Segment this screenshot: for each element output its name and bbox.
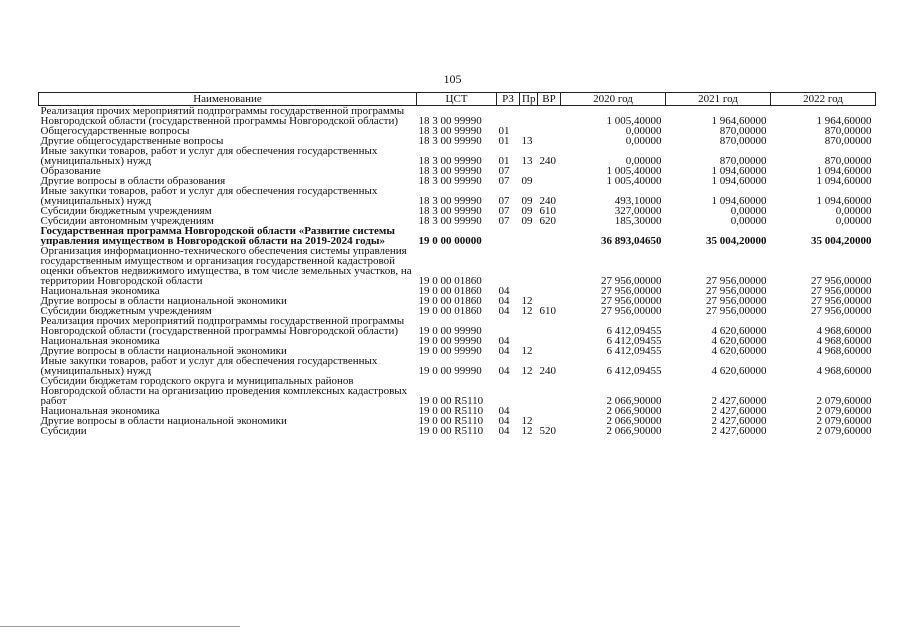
row-2021: 2 427,60000 [711, 416, 767, 426]
table-row [39, 376, 876, 406]
header-vr: ВР [538, 93, 561, 106]
row-2021: 2 427,60000 [711, 426, 767, 436]
row-2022: 4 968,60000 [816, 336, 872, 346]
row-2021: 870,00000 [719, 136, 767, 146]
row-name: Иные закупки товаров, работ и услуг для обеспечения государственных (муниципальных) нужд [40, 186, 378, 206]
row-cst: 18 3 00 99990 [418, 206, 482, 216]
row-rz: 04 [498, 346, 510, 356]
row-2022: 2 079,60000 [816, 406, 872, 416]
table-row [39, 106, 876, 127]
table-row [39, 246, 876, 286]
row-2022: 0,00000 [835, 206, 872, 216]
row-cst: 19 0 00 01860 [418, 286, 482, 296]
row-name: Другие вопросы в области национальной экономики [40, 346, 287, 356]
row-2020: 2 066,90000 [606, 426, 662, 436]
row-2022: 0,00000 [835, 216, 872, 226]
budget-table [38, 92, 876, 436]
row-pr: 12 [521, 416, 533, 426]
row-name: Национальная экономика [40, 336, 160, 346]
row-2020: 327,00000 [614, 206, 662, 216]
row-cst: 19 0 00 00000 [418, 235, 482, 246]
row-2020: 2 066,90000 [606, 395, 662, 406]
row-cst: 18 3 00 99990 [418, 155, 482, 166]
row-pr: 12 [521, 306, 533, 316]
row-name: Другие вопросы в области образования [40, 176, 226, 186]
row-rz [497, 316, 520, 336]
row-2021: 1 964,60000 [711, 115, 767, 126]
row-rz [497, 246, 520, 286]
row-pr: 12 [521, 365, 533, 376]
row-2021: 27 956,00000 [706, 275, 767, 286]
row-rz: 04 [498, 306, 510, 316]
table-row [39, 336, 876, 346]
row-rz: 01 [498, 126, 510, 136]
row-2020: 27 956,00000 [601, 275, 662, 286]
row-pr [520, 246, 538, 286]
table-row [39, 176, 876, 186]
row-cst: 19 0 00 99990 [418, 365, 482, 376]
row-rz: 07 [498, 176, 510, 186]
row-vr: 520 [539, 426, 556, 436]
row-cst: 18 3 00 99990 [418, 166, 482, 176]
row-2022: 1 964,60000 [816, 115, 872, 126]
row-rz: 01 [498, 136, 510, 146]
row-name: Общегосударственные вопросы [40, 126, 190, 136]
row-vr [538, 286, 561, 296]
table-row [39, 216, 876, 226]
row-pr [520, 166, 538, 176]
row-pr [520, 226, 538, 246]
row-2020: 493,10000 [614, 195, 662, 206]
row-2020: 185,30000 [614, 216, 662, 226]
row-cst: 18 3 00 99990 [418, 115, 482, 126]
table-row [39, 316, 876, 336]
row-2021: 1 094,60000 [711, 176, 767, 186]
row-2022: 2 079,60000 [816, 395, 872, 406]
row-cst: 19 0 00 R5110 [418, 426, 484, 436]
row-2020: 1 005,40000 [606, 115, 662, 126]
row-rz: 04 [498, 426, 510, 436]
table-row [39, 306, 876, 316]
row-name: Реализация прочих мероприятий подпрограммы государственной программы Новгородской области (государственной программы Новгородской области) [40, 316, 405, 336]
row-2020: 27 956,00000 [601, 306, 662, 316]
header-pr: Пр [520, 93, 538, 106]
row-name: Образование [40, 166, 101, 176]
row-2022: 870,00000 [824, 126, 872, 136]
table-body [39, 106, 876, 437]
row-name: Организация информационно-технического обеспечения системы управления государственным имуществом и организация государственной кадастровой оценки объектов недвижимого имущества, в том числе земельных участков, на территории Новгородской области [40, 246, 412, 286]
row-vr [538, 136, 561, 146]
row-name: Субсидии бюджетным учреждениям [40, 206, 212, 216]
row-vr: 610 [539, 306, 556, 316]
row-2021: 4 620,60000 [711, 336, 767, 346]
row-vr [538, 176, 561, 186]
table-row [39, 126, 876, 136]
table-row [39, 346, 876, 356]
row-vr: 240 [539, 365, 556, 376]
table-row [39, 406, 876, 416]
row-vr [538, 296, 561, 306]
row-cst: 18 3 00 99990 [418, 216, 482, 226]
row-2020: 6 412,09455 [606, 346, 662, 356]
row-name: Субсидии автономным учреждениям [40, 216, 214, 226]
row-vr [538, 316, 561, 336]
row-vr [538, 346, 561, 356]
row-vr [538, 166, 561, 176]
row-pr: 09 [521, 176, 533, 186]
row-vr [538, 336, 561, 346]
row-2021: 4 620,60000 [711, 346, 767, 356]
row-vr [538, 246, 561, 286]
row-name: Иные закупки товаров, работ и услуг для обеспечения государственных (муниципальных) нужд [40, 356, 378, 376]
row-pr [520, 286, 538, 296]
table-row [39, 426, 876, 436]
row-name: Субсидии бюджетам городского округа и муниципальных районов Новгородской области на организацию проведения комплексных кадастровых работ [40, 376, 408, 406]
row-pr [520, 126, 538, 136]
row-cst: 19 0 00 99990 [418, 346, 482, 356]
row-name: Другие общегосударственные вопросы [40, 136, 224, 146]
row-2021: 870,00000 [719, 126, 767, 136]
row-pr: 12 [521, 296, 533, 306]
row-rz: 07 [498, 206, 510, 216]
row-2022: 4 968,60000 [816, 325, 872, 336]
row-name: Субсидии бюджетным учреждениям [40, 306, 212, 316]
row-rz [497, 226, 520, 246]
row-cst: 19 0 00 99990 [418, 325, 482, 336]
row-pr [520, 376, 538, 406]
row-vr [538, 406, 561, 416]
row-2021: 0,00000 [730, 206, 767, 216]
table-row [39, 286, 876, 296]
row-rz [497, 376, 520, 406]
row-2022: 35 004,20000 [811, 235, 872, 246]
row-2022: 870,00000 [824, 136, 872, 146]
row-cst: 18 3 00 99990 [418, 136, 482, 146]
row-rz: 04 [498, 296, 510, 306]
row-pr [520, 406, 538, 416]
row-2022: 4 968,60000 [816, 346, 872, 356]
row-2020: 36 893,04650 [601, 235, 662, 246]
row-cst: 19 0 00 R5110 [418, 416, 484, 426]
row-pr: 13 [521, 155, 533, 166]
row-rz: 07 [498, 216, 510, 226]
row-cst: 19 0 00 01860 [418, 275, 482, 286]
table-row [39, 186, 876, 206]
row-2022: 2 079,60000 [816, 416, 872, 426]
row-2020: 27 956,00000 [601, 286, 662, 296]
row-rz: 01 [498, 155, 510, 166]
row-pr: 09 [521, 216, 533, 226]
header-rz: РЗ [497, 93, 520, 106]
row-2022: 4 968,60000 [816, 365, 872, 376]
row-2020: 0,00000 [625, 155, 662, 166]
row-2021: 2 427,60000 [711, 395, 767, 406]
row-pr: 13 [521, 136, 533, 146]
table-row [39, 226, 876, 246]
row-2020: 0,00000 [625, 126, 662, 136]
row-2021: 870,00000 [719, 155, 767, 166]
header-2022: 2022 год [771, 93, 876, 106]
row-name: Национальная экономика [40, 286, 160, 296]
row-2022: 2 079,60000 [816, 426, 872, 436]
table-row [39, 206, 876, 216]
row-name: Иные закупки товаров, работ и услуг для обеспечения государственных (муниципальных) нужд [40, 146, 378, 166]
row-2021: 27 956,00000 [706, 296, 767, 306]
row-vr: 620 [539, 216, 556, 226]
row-2020: 1 005,40000 [606, 166, 662, 176]
row-cst: 18 3 00 99990 [418, 195, 482, 206]
row-2020: 0,00000 [625, 136, 662, 146]
row-2022: 27 956,00000 [811, 286, 872, 296]
row-2021: 4 620,60000 [711, 325, 767, 336]
table-row [39, 356, 876, 376]
row-cst: 19 0 00 R5110 [418, 395, 484, 406]
row-pr [520, 316, 538, 336]
row-name: Другие вопросы в области национальной экономики [40, 296, 287, 306]
row-cst: 18 3 00 99990 [418, 176, 482, 186]
row-pr: 09 [521, 195, 533, 206]
row-vr [538, 126, 561, 136]
header-2021: 2021 год [666, 93, 771, 106]
row-vr [538, 416, 561, 426]
table-row [39, 136, 876, 146]
row-2021: 27 956,00000 [706, 306, 767, 316]
row-pr [520, 336, 538, 346]
header-cst: ЦСТ [417, 93, 497, 106]
row-2021: 35 004,20000 [706, 235, 767, 246]
row-cst: 19 0 00 01860 [418, 296, 482, 306]
row-rz: 04 [498, 406, 510, 416]
row-cst: 18 3 00 99990 [418, 126, 482, 136]
row-2021: 4 620,60000 [711, 365, 767, 376]
row-2020: 2 066,90000 [606, 416, 662, 426]
row-rz: 04 [498, 286, 510, 296]
row-2022: 27 956,00000 [811, 296, 872, 306]
row-2022: 870,00000 [824, 155, 872, 166]
row-2022: 1 094,60000 [816, 166, 872, 176]
row-2021: 2 427,60000 [711, 406, 767, 416]
row-2021: 1 094,60000 [711, 166, 767, 176]
row-rz: 04 [498, 336, 510, 346]
row-rz: 07 [498, 166, 510, 176]
row-name: Другие вопросы в области национальной экономики [40, 416, 287, 426]
row-vr: 240 [539, 155, 556, 166]
row-rz: 04 [498, 365, 510, 376]
row-2021: 0,00000 [730, 216, 767, 226]
header-2020: 2020 год [561, 93, 666, 106]
row-name: Реализация прочих мероприятий подпрограммы государственной программы Новгородской области (государственной программы Новгородской области) [40, 105, 405, 126]
row-2020: 6 412,09455 [606, 365, 662, 376]
row-vr: 240 [539, 195, 556, 206]
row-rz [497, 106, 520, 127]
row-2022: 1 094,60000 [816, 176, 872, 186]
row-vr: 610 [539, 206, 556, 216]
row-vr [538, 376, 561, 406]
header-name: Наименование [39, 93, 417, 106]
row-2022: 1 094,60000 [816, 195, 872, 206]
table-row [39, 166, 876, 176]
row-2021: 1 094,60000 [711, 195, 767, 206]
row-2021: 27 956,00000 [706, 286, 767, 296]
row-pr: 09 [521, 206, 533, 216]
row-rz: 04 [498, 416, 510, 426]
row-pr: 12 [521, 426, 533, 436]
row-pr: 12 [521, 346, 533, 356]
row-cst: 19 0 00 01860 [418, 306, 482, 316]
row-rz: 07 [498, 195, 510, 206]
row-name: Субсидии [40, 426, 87, 436]
row-2020: 2 066,90000 [606, 406, 662, 416]
table-row [39, 146, 876, 166]
row-name: Государственная программа Новгородской области «Развитие системы управления имуществом в Новгородской области на 2019-2024 годы» [40, 226, 395, 246]
row-cst: 19 0 00 99990 [418, 336, 482, 346]
row-pr [520, 106, 538, 127]
row-2020: 6 412,09455 [606, 325, 662, 336]
row-2022: 27 956,00000 [811, 275, 872, 286]
row-vr [538, 106, 561, 127]
table-header-row [39, 93, 876, 106]
row-2020: 6 412,09455 [606, 336, 662, 346]
row-2020: 1 005,40000 [606, 176, 662, 186]
row-2022: 27 956,00000 [811, 306, 872, 316]
page-number: 105 [443, 72, 462, 86]
row-2020: 27 956,00000 [601, 296, 662, 306]
row-vr [538, 226, 561, 246]
table-row [39, 416, 876, 426]
table-row [39, 296, 876, 306]
row-cst: 19 0 00 R5110 [418, 406, 484, 416]
row-name: Национальная экономика [40, 406, 160, 416]
footnote-divider [0, 626, 240, 627]
